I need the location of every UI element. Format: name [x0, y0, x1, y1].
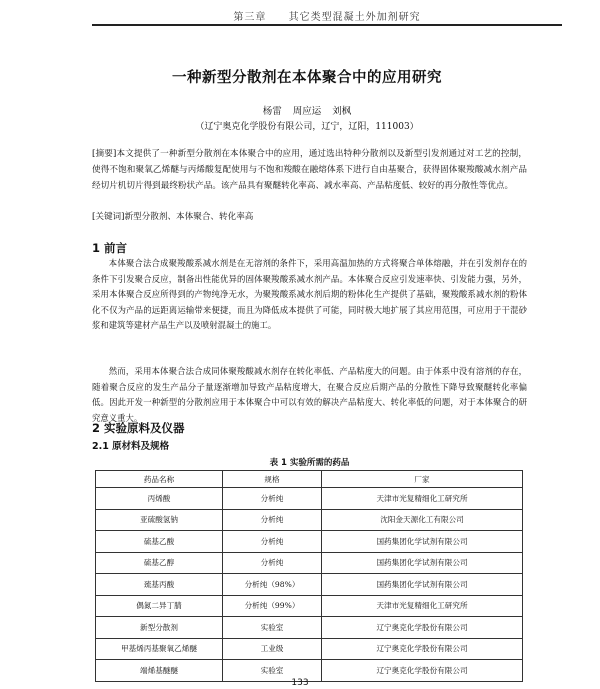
column-header-maker: 厂家	[322, 471, 523, 488]
cell-spec: 实验室	[223, 617, 322, 639]
cell-maker: 国药集团化学试剂有限公司	[322, 531, 523, 553]
abstract: [摘要]本文提供了一种新型分散剂在本体聚合中的应用，通过选出特种分散剂以及新型引发剂通过对工艺的控制，使得不饱和聚氧乙烯醚与丙烯酸复配使用与不饱和羧酸在融熔体系下进行自由基聚合，获得固体聚羧酸减水剂产品经切片机切片得到最终粉状产品。该产品具有聚醚转化率高、减水率高、产品粘度低、较好的再分散性等优点。	[92, 149, 527, 191]
cell-name: 偶氮二异丁腈	[96, 595, 223, 617]
header-rule	[92, 24, 562, 26]
page-number: 133	[291, 678, 309, 688]
cell-maker: 辽宁奥克化学股份有限公司	[322, 638, 523, 660]
column-header-spec: 规格	[223, 471, 322, 488]
cell-spec: 分析纯（98%）	[223, 574, 322, 596]
cell-name: 硫基乙醇	[96, 552, 223, 574]
chapter-label: 第三章	[233, 12, 267, 23]
table-row	[96, 488, 523, 510]
cell-name: 甲基烯丙基聚氧乙烯醚	[96, 638, 223, 660]
cell-spec: 分析纯	[223, 552, 322, 574]
cell-name: 端烯基醚醚	[96, 660, 223, 682]
cell-maker: 辽宁奥克化学股份有限公司	[322, 617, 523, 639]
cell-maker: 天津市光复精细化工研究所	[322, 488, 523, 510]
paper-title: 一种新型分散剂在本体聚合中的应用研究	[172, 70, 442, 86]
table-row	[96, 509, 523, 531]
cell-name: 硫基乙酸	[96, 531, 223, 553]
section-1-paragraph-2: 然而，采用本体聚合法合成同体聚羧酸减水剂存在转化率低、产品粘度大的问题。由于体系中没有溶剂的存在，随着聚合反应的发生产品分子量逐渐增加导致产品粘度增大，在聚合反应后期产品的分散性下降导致聚醚转化率偏低。因此开发一种新型的分散剂应用于本体聚合中可以有效的解决产品粘度大、转化率低的问题，对于本体聚合的研究意义重大。	[92, 366, 527, 423]
cell-spec: 分析纯	[223, 509, 322, 531]
section-1-paragraph-1: 本体聚合法合成聚羧酸系减水剂是在无溶剂的条件下，采用高温加热的方式将聚合单体熔融，并在引发剂存在的条件下引发聚合反应，制备出性能优异的固体聚羧酸系减水剂产品。本体聚合反应引发速率快、引发能力强，另外，采用本体聚合反应所得到的产物纯净无水，为聚羧酸系减水剂后期的粉体化生产提供了基础，聚羧酸系减水剂的粉体化不仅为产品的远距离运输带来便捷，而且为降低成本提供了可能，同时极大地扩展了其应用范围，可应用于干混砂浆和建筑等建材产品生产以及喷射混凝土的施工。	[92, 258, 527, 331]
affiliation: （辽宁奥克化学股份有限公司，辽宁，辽阳，111003）	[195, 122, 419, 132]
table-caption: 表 1 实验所需的药品	[269, 458, 350, 468]
cell-maker: 辽宁奥克化学股份有限公司	[322, 660, 523, 682]
table-row	[96, 595, 523, 617]
cell-maker: 国药集团化学试剂有限公司	[322, 552, 523, 574]
table-row	[96, 638, 523, 660]
cell-name: 亚硫酸氢钠	[96, 509, 223, 531]
table-row	[96, 617, 523, 639]
cell-name: 丙烯酸	[96, 488, 223, 510]
cell-spec: 实验室	[223, 660, 322, 682]
cell-maker: 国药集团化学试剂有限公司	[322, 574, 523, 596]
authors: 杨雷 周应运 刘枫	[262, 106, 352, 117]
table-row	[96, 574, 523, 596]
cell-name: 巯基丙酸	[96, 574, 223, 596]
column-header-name: 药品名称	[96, 471, 223, 488]
cell-spec: 分析纯（99%）	[223, 595, 322, 617]
keywords: [关键词]新型分散剂、本体聚合、转化率高	[92, 212, 254, 222]
section-2-1-heading: 2.1 原材料及规格	[92, 441, 170, 452]
running-title: 其它类型混凝土外加剂研究	[288, 12, 421, 23]
cell-spec: 工业级	[223, 638, 322, 660]
cell-spec: 分析纯	[223, 488, 322, 510]
cell-maker: 沈阳金天源化工有限公司	[322, 509, 523, 531]
table-header-row	[96, 471, 523, 488]
cell-maker: 天津市光复精细化工研究所	[322, 595, 523, 617]
materials-table	[95, 470, 523, 682]
cell-name: 新型分散剂	[96, 617, 223, 639]
cell-spec: 分析纯	[223, 531, 322, 553]
section-2-heading: 2 实验原料及仪器	[92, 421, 185, 435]
section-1-heading: 1 前言	[92, 241, 128, 255]
table-row	[96, 531, 523, 553]
table-row	[96, 552, 523, 574]
